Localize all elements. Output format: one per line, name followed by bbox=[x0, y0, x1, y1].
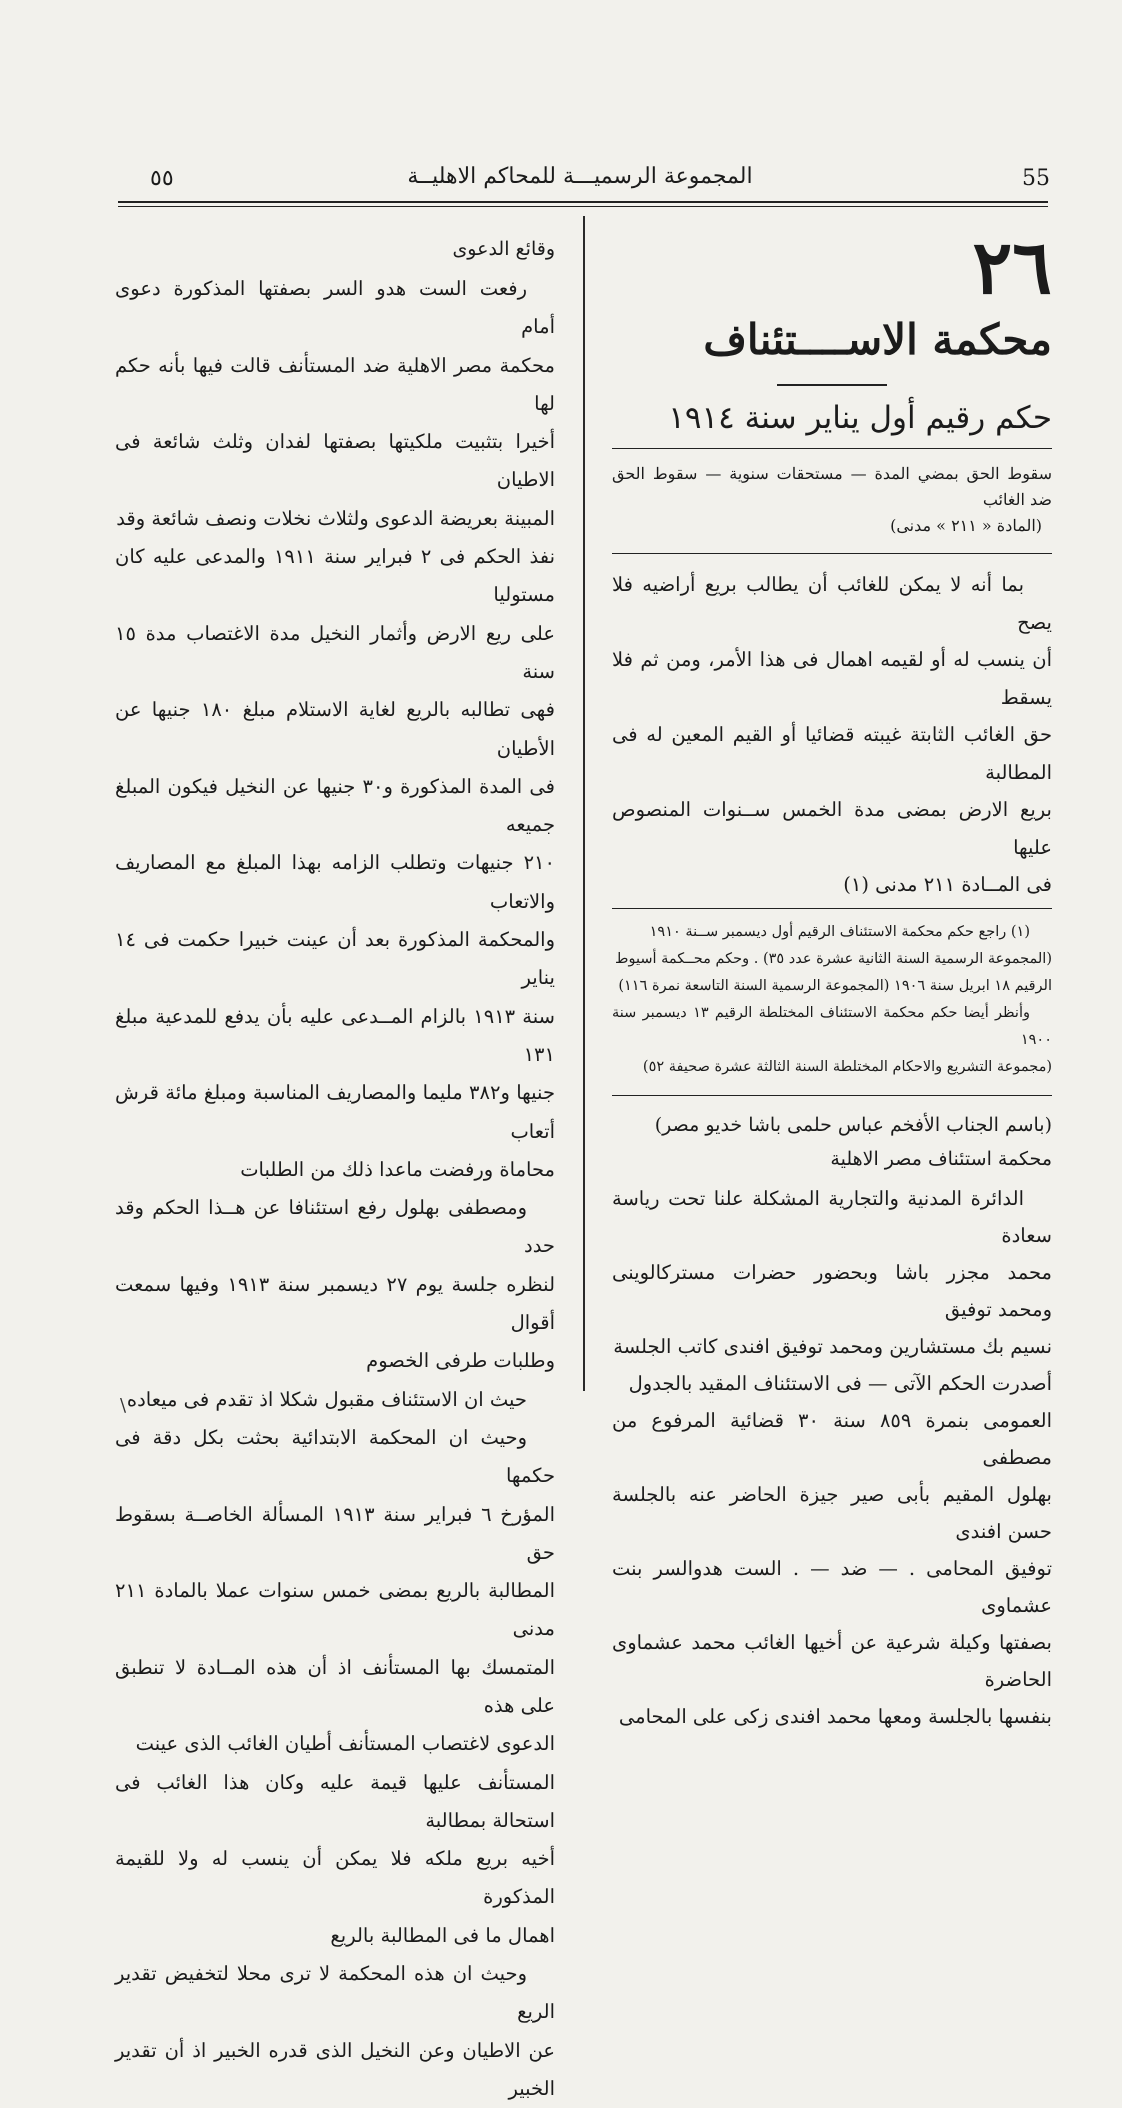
case-number: ٢٦ bbox=[972, 225, 1052, 311]
court-title: محكمة الاســــتئناف bbox=[703, 315, 1052, 364]
paragraph-line: محكمة مصر الاهلية ضد المستأنف قالت فيها بأنه حكم لها bbox=[115, 353, 555, 415]
scan-mark: \ bbox=[120, 1395, 127, 1416]
footnote-line: الرقيم ١٨ ابريل سنة ١٩٠٦ (المجموعة الرسمية السنة التاسعة نمرة ١١٦) bbox=[618, 977, 1052, 994]
paragraph-line: الدعوى لاغتصاب المستأنف أطيان الغائب الذى عينت bbox=[135, 1732, 555, 1756]
paragraph-line: ومصطفى بهلول رفع استئنافا عن هــذا الحكم وقد حدد bbox=[115, 1196, 555, 1258]
footnote-rule bbox=[612, 908, 1052, 909]
section-rule bbox=[612, 448, 1052, 449]
left-column bbox=[115, 232, 555, 2108]
paragraph-line: ٢١٠ جنيهات وتطلب الزامه بهذا المبلغ مع المصاريف والاتعاب bbox=[115, 851, 555, 913]
headnote-line: بما أنه لا يمكن للغائب أن يطالب بريع أراضيه فلا يصح bbox=[612, 573, 1052, 634]
footnote-line: (المجموعة الرسمية السنة الثانية عشرة عدد ٣٥) . وحكم محــكمة أسيوط bbox=[615, 950, 1052, 967]
header-rule-top bbox=[118, 201, 1048, 203]
session-line: الدائرة المدنية والتجارية المشكلة علنا تحت رياسة سعادة bbox=[612, 1186, 1052, 1247]
title-rule bbox=[777, 384, 887, 386]
paragraph-line: حيث ان الاستئناف مقبول شكلا اذ تقدم فى ميعاده bbox=[126, 1387, 527, 1411]
page-header bbox=[110, 162, 1050, 202]
paragraph-line: فى المدة المذكورة و٣٠ جنيها عن النخيل فيكون المبلغ جميعه bbox=[115, 774, 555, 837]
ruling-date: حكم رقيم أول يناير سنة ١٩١٤ bbox=[668, 400, 1052, 436]
paragraph-line: وحيث ان المحكمة الابتدائية بحثت بكل دقة فى حكمها bbox=[115, 1425, 555, 1488]
session-line: نسيم بك مستشارين ومحمد توفيق افندى كاتب الجلسة bbox=[613, 1334, 1052, 1358]
paragraph-line: وحيث ان هذه المحكمة لا ترى محلا لتخفيض تقدير الريع bbox=[115, 1962, 555, 2024]
paragraph-line: المبينة بعريضة الدعوى ولثلاث نخلات ونصف شائعة وقد bbox=[116, 506, 555, 530]
session-text bbox=[612, 1180, 1052, 1735]
headnote-line: أن ينسب له أو لقيمه اهمال فى هذا الأمر، ومن ثم فلا يسقط bbox=[612, 648, 1052, 709]
footnote-line: (١) راجع حكم محكمة الاستئناف الرقيم أول ديسمبر ســنة ١٩١٠ bbox=[649, 923, 1030, 940]
paragraph-line: المطالبة بالريع بمضى خمس سنوات عملا بالمادة ٢١١ مدنى bbox=[115, 1579, 555, 1641]
paragraph-line: المؤرخ ٦ فبراير سنة ١٩١٣ المسألة الخاصــة بسقوط حق bbox=[115, 1502, 555, 1564]
facts-heading: وقائع الدعوى bbox=[452, 238, 555, 260]
paragraph-line: لنظره جلسة يوم ٢٧ ديسمبر سنة ١٩١٣ وفيها سمعت أقوال bbox=[115, 1272, 556, 1335]
paragraph-line: رفعت الست هدو السر بصفتها المذكورة دعوى أمام bbox=[115, 277, 555, 339]
headnote bbox=[612, 566, 1052, 904]
paragraph-line: أخيه بريع ملكه فلا يمكن أن ينسب له ولا للقيمة المذكورة bbox=[115, 1847, 555, 1909]
right-column bbox=[612, 225, 1052, 1735]
paragraph-line: على ريع الارض وأثمار النخيل مدة الاغتصاب مدة ١٥ سنة bbox=[115, 621, 555, 683]
section-rule bbox=[612, 553, 1052, 554]
paragraph-line: عن الاطيان وعن النخيل الذى قدره الخبير اذ أن تقدير الخبير bbox=[115, 2038, 555, 2100]
running-title: المجموعة الرسميـــة للمحاكم الاهليــة bbox=[407, 164, 753, 189]
session-line: توفيق المحامى . — ضد — . الست هدوالسر بنت عشماوى bbox=[612, 1556, 1052, 1617]
paragraph-line: نفذ الحكم فى ٢ فبراير سنة ١٩١١ والمدعى عليه كان مستوليا bbox=[115, 545, 556, 607]
paragraph-line: المستأنف عليها قيمة عليه وكان هذا الغائب فى استحالة بمطالبة bbox=[115, 1770, 555, 1832]
session-line: بصفتها وكيلة شرعية عن أخيها الغائب محمد عشماوى الحاضرة bbox=[612, 1630, 1052, 1691]
footnotes bbox=[612, 919, 1052, 1081]
section-rule bbox=[612, 1095, 1052, 1096]
headnote-line: فى المــادة ٢١١ مدنى (١) bbox=[843, 873, 1052, 896]
page-number-arabic: ٥٥ bbox=[150, 166, 174, 191]
preamble: (باسم الجناب الأفخم عباس حلمى باشا خديو مصر) bbox=[654, 1113, 1052, 1136]
footnote-line: (مجموعة التشريع والاحكام المختلطة السنة الثالثة عشرة صحيفة ٥٢) bbox=[642, 1058, 1052, 1075]
session-line: محمد مجزر باشا وبحضور حضرات مستركالوينى ومحمد توفيق bbox=[612, 1260, 1052, 1321]
column-divider bbox=[583, 216, 585, 1391]
header-rule-bottom bbox=[118, 206, 1048, 207]
paragraph-line: سنة ١٩١٣ بالزام المــدعى عليه بأن يدفع للمدعية مبلغ ١٣١ bbox=[115, 1004, 555, 1066]
paragraph-line: أخيرا بتثبيت ملكيتها بصفتها لفدان وثلث شائعة فى الاطيان bbox=[115, 430, 555, 492]
session-line: بنفسها بالجلسة ومعها محمد افندى زكى على المحامى bbox=[618, 1704, 1052, 1728]
headnote-line: بريع الارض بمضى مدة الخمس ســنوات المنصوص عليها bbox=[612, 798, 1052, 859]
page-number-latin: 55 bbox=[1022, 166, 1050, 191]
paragraph-line: جنيها و٣٨٢ مليما والمصاريف المناسبة ومبلغ مائة قرش أتعاب bbox=[115, 1081, 555, 1143]
paragraph-line: محاماة ورفضت ماعدا ذلك من الطلبات bbox=[240, 1157, 555, 1181]
session-line: بهلول المقيم بأبى صير جيزة الحاضر عنه بالجلسة حسن افندى bbox=[612, 1482, 1052, 1543]
facts-body bbox=[115, 270, 555, 2108]
paragraph-line: فهى تطالبه بالريع لغاية الاستلام مبلغ ١٨٠ جنيها عن الأطيان bbox=[115, 698, 555, 760]
headnote-line: حق الغائب الثابتة غيبته قضائيا أو القيم المعين له فى المطالبة bbox=[612, 723, 1052, 784]
court-name: محكمة استئناف مصر الاهلية bbox=[830, 1147, 1052, 1170]
paragraph-line: اهمال ما فى المطالبة بالريع bbox=[330, 1923, 555, 1947]
paragraph-line: والمحكمة المذكورة بعد أن عينت خبيرا حكمت فى ١٤ يناير bbox=[115, 928, 555, 990]
keywords: سقوط الحق بمضي المدة — مستحقات سنوية — سقوط الحق ضد الغائب bbox=[612, 464, 1052, 509]
session-line: العمومى بنمرة ٨٥٩ سنة ٣٠ قضائية المرفوع من مصطفى bbox=[612, 1408, 1052, 1469]
keywords-article: (المادة « ٢١١ » مدنى) bbox=[890, 516, 1042, 535]
footnote-line: وأنظر أيضا حكم محكمة الاستئناف المختلطة الرقيم ١٣ ديسمبر سنة ١٩٠٠ bbox=[612, 1004, 1052, 1048]
session-line: أصدرت الحكم الآتى — فى الاستئناف المقيد بالجدول bbox=[628, 1371, 1052, 1395]
paragraph-line: المتمسك بها المستأنف اذ أن هذه المــادة لا تنطبق على هذه bbox=[115, 1655, 555, 1717]
paragraph-line: وطلبات طرفى الخصوم bbox=[366, 1349, 555, 1373]
